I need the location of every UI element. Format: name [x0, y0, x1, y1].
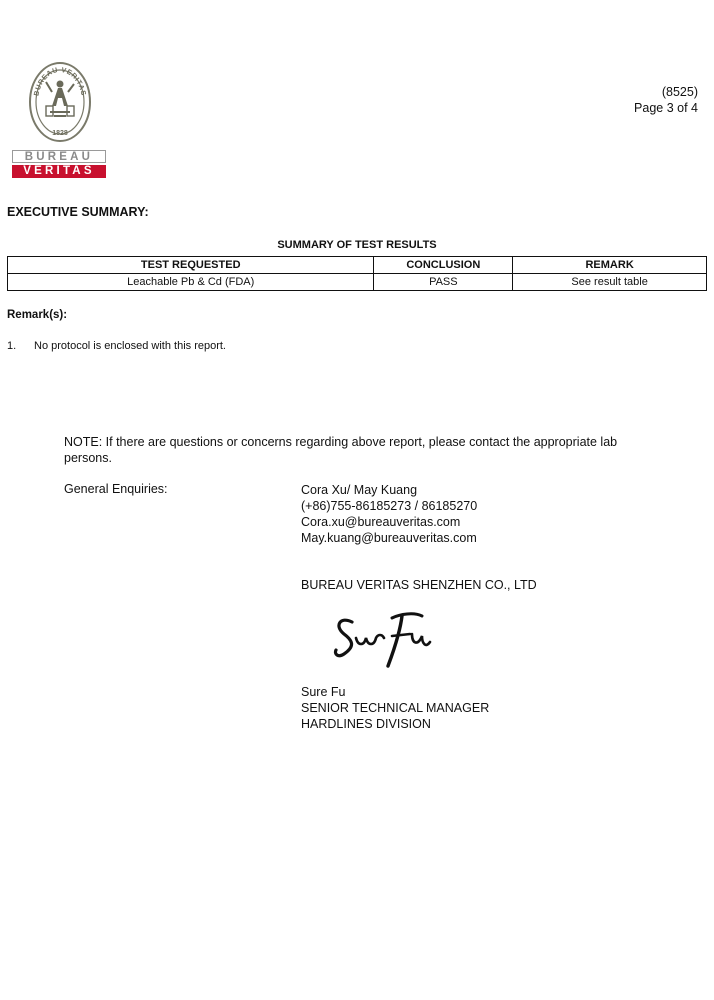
signer-division: HARDLINES DIVISION: [301, 717, 431, 731]
report-reference: (8525): [661, 85, 698, 99]
remark-number: 1.: [7, 340, 17, 352]
logo-brand-veritas: VERITAS: [12, 165, 106, 178]
table-row: [8, 274, 707, 291]
table-header-row: [8, 257, 707, 274]
remarks-title: Remark(s):: [7, 309, 68, 321]
executive-summary-title: EXECUTIVE SUMMARY:: [7, 205, 149, 219]
logo-brand-bureau: BUREAU: [12, 150, 106, 163]
signer-block: [301, 684, 489, 732]
results-table: [7, 256, 707, 291]
header-remark: REMARK: [513, 257, 707, 274]
contact-names: Cora Xu/ May Kuang: [301, 483, 418, 497]
signer-title: SENIOR TECHNICAL MANAGER: [301, 701, 490, 715]
cell-test-requested: Leachable Pb & Cd (FDA): [8, 274, 374, 291]
contact-phone: (+86)755-86185273 / 86185270: [301, 499, 478, 513]
svg-text:1828: 1828: [52, 130, 68, 137]
contact-email-cora: Cora.xu@bureauveritas.com: [301, 515, 461, 529]
general-enquiries-label: General Enquiries:: [64, 482, 168, 496]
summary-title: SUMMARY OF TEST RESULTS: [277, 239, 437, 251]
contact-note: NOTE: If there are questions or concerns regarding above report, please contact the appropriate lab persons.: [64, 435, 618, 465]
header-test-requested: TEST REQUESTED: [8, 257, 374, 274]
remark-text: No protocol is enclosed with this report.: [34, 340, 226, 352]
page-number: Page 3 of 4: [634, 101, 698, 115]
header-conclusion: CONCLUSION: [374, 257, 513, 274]
cell-conclusion: PASS: [374, 274, 513, 291]
bureau-veritas-logo: [12, 62, 108, 180]
bureau-veritas-seal-icon: [28, 62, 92, 146]
svg-text:BUREAU VERITAS: BUREAU VERITAS: [33, 66, 87, 97]
cell-remark: See result table: [513, 274, 707, 291]
contact-email-may: May.kuang@bureauveritas.com: [301, 531, 477, 545]
company-name: BUREAU VERITAS SHENZHEN CO., LTD: [301, 578, 537, 592]
signer-name: Sure Fu: [301, 685, 346, 699]
contact-block: [301, 482, 477, 546]
handwritten-signature: [330, 604, 440, 674]
